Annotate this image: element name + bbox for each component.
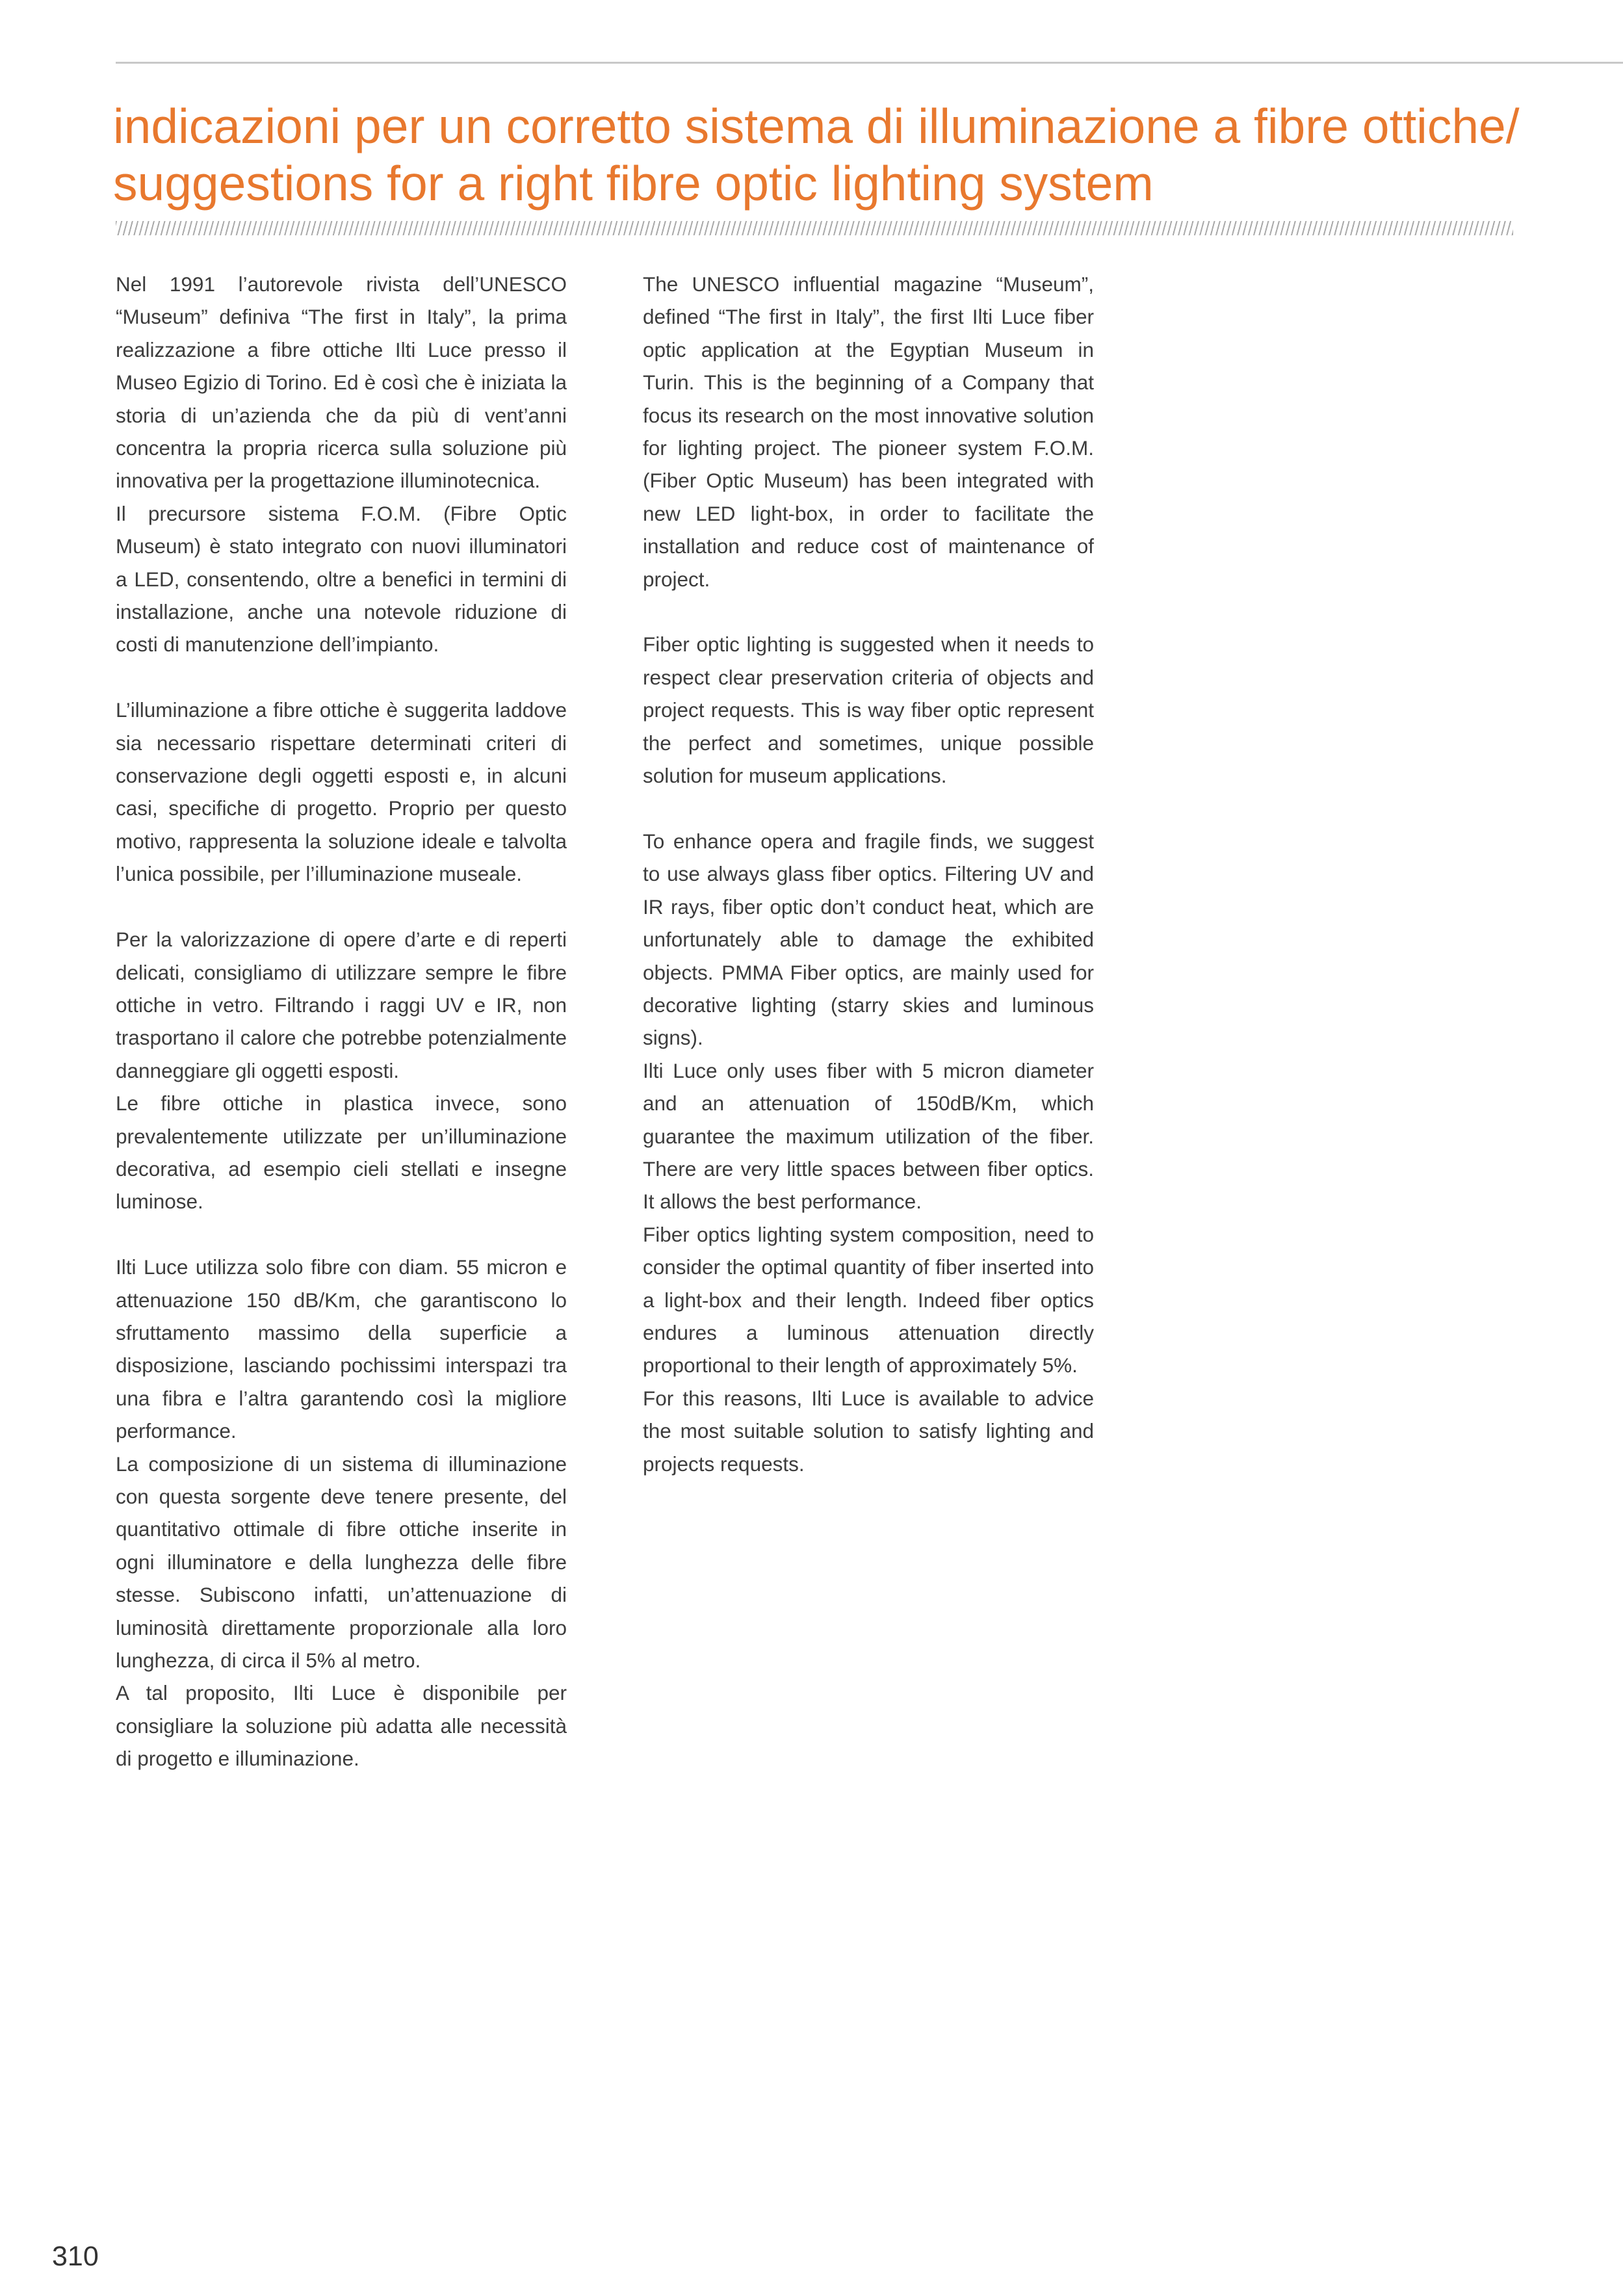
english-paragraph-glass-fibres: To enhance opera and fragile finds, we suggest to use always glass fiber optics. Filtering UV and IR rays, fiber optic don’t conduct heat, which are unfortunately able to damage the exhibited objects. PMMA Fiber optics, are mainly used for decorative lighting (starry skies and luminous signs). Ilti Luce only uses fiber with 5 micron diameter and an attenuation of 150dB/Km, which guarantee the maximum utilization of the fiber. There are very little spaces between fiber optics. It allows the best performance. Fiber optics lighting system composition, need to consider the optimal quantity of fiber inserted into a light-box and their length. Indeed fiber optics endures a luminous attenuation directly proportional to their length of approximately 5%. For this reasons, Ilti Luce is available to advice the most suitable solution to satisfy lighting and projects requests. <box>643 829 1094 1476</box>
page-title: indicazioni per un corretto sistema di illuminazione a fibre ottiche/ suggestions for a right fibre optic lighting system <box>113 99 1520 211</box>
italian-paragraph-composition: Ilti Luce utilizza solo fibre con diam. 55 micron e attenuazione 150 dB/Km, che garantiscono lo sfruttamento massimo della superficie a disposizione, lasciando pochissimi interspazi tra una fibra e l’altra garantendo così la migliore performance. La composizione di un sistema di illuminazione con questa sorgente deve tenere presente, del quantitativo ottimale di fibre ottiche inserite in ogni illuminatore e della lunghezza delle fibre stesse. Subiscono infatti, un’attenuazione di luminosità direttamente proporzionale alla loro lunghezza, di circa il 5% al metro. A tal proposito, Ilti Luce è disponibile per consigliare la soluzione più adatta alle necessità di progetto e illuminazione. <box>116 1255 567 1771</box>
italian-paragraph-preservation: L’illuminazione a fibre ottiche è suggerita laddove sia necessario rispettare determinati criteri di conservazione degli oggetti esposti e, in alcuni casi, specifiche di progetto. Proprio per questo motivo, rappresenta la soluzione ideale e talvolta l’unica possibile, per l’illuminazione museale. <box>116 698 567 886</box>
italian-paragraph-intro: Nel 1991 l’autorevole rivista dell’UNESCO “Museum” definiva “The first in Italy”, la prima realizzazione a fibre ottiche Ilti Luce presso il Museo Egizio di Torino. Ed è così che è iniziata la storia di un’azienda che da più di vent’anni concentra la propria ricerca sulla soluzione più innovativa per la progettazione illuminotecnica. Il precursore sistema F.O.M. (Fibre Optic Museum) è stato integrato con nuovi illuminatori a LED, consentendo, oltre a benefici in termini di installazione, anche una notevole riduzione di costi di manutenzione dell’impianto. <box>116 272 567 657</box>
english-paragraph-preservation: Fiber optic lighting is suggested when it needs to respect clear preservation criteria of objects and project requests. This is way fiber optic represent the perfect and sometimes, unique possible solution for museum applications. <box>643 633 1094 788</box>
italian-column <box>116 268 567 1808</box>
page-number: 310 <box>52 2241 99 2272</box>
hatched-divider <box>116 221 1513 235</box>
italian-paragraph-glass-fibres: Per la valorizzazione di opere d’arte e di reperti delicati, consigliamo di utilizzare sempre le fibre ottiche in vetro. Filtrando i raggi UV e IR, non trasportano il calore che potrebbe potenzialmente danneggiare gli oggetti esposti. Le fibre ottiche in plastica invece, sono prevalentemente utilizzate per un’illuminazione decorativa, ad esempio cieli stellati e insegne luminose. <box>116 928 567 1214</box>
english-paragraph-intro: The UNESCO influential magazine “Museum”, defined “The first in Italy”, the first Ilti Luce fiber optic application at the Egyptian Museum in Turin. This is the beginning of a Company that focus its research on the most innovative solution for lighting project. The pioneer system F.O.M. (Fiber Optic Museum) has been integrated with new LED light-box, in order to facilitate the installation and reduce cost of maintenance of project. <box>643 272 1094 591</box>
top-rule <box>116 62 1623 64</box>
english-column <box>643 268 1094 1513</box>
